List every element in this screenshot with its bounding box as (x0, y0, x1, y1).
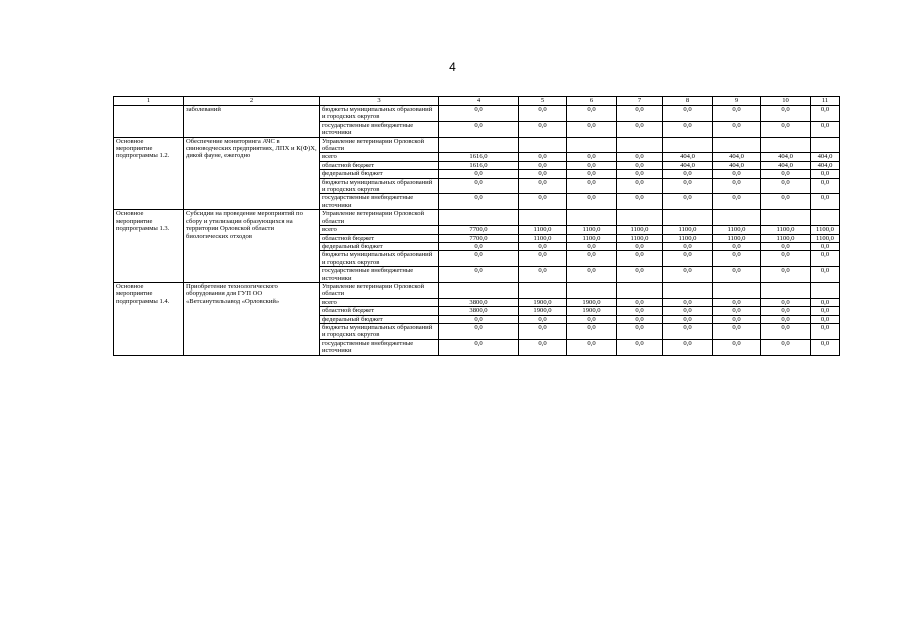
table-row (114, 210, 840, 226)
amount-cell (617, 210, 663, 226)
amount-cell: 0,0 (761, 323, 811, 339)
amount-cell: 404,0 (713, 161, 761, 169)
amount-cell: 0,0 (663, 170, 713, 178)
funding-source-cell: всего (320, 226, 439, 234)
amount-cell: 0,0 (519, 178, 567, 194)
amount-cell: 0,0 (811, 298, 840, 306)
funding-source-cell: государственные внебюджетные источники (320, 267, 439, 283)
amount-cell: 1100,0 (663, 226, 713, 234)
column-header: 7 (617, 97, 663, 106)
event-description-cell: Приобретение технологического оборудования для ГУП ОО «Ветсанутильзавод «Орловский» (184, 282, 320, 355)
amount-cell: 0,0 (761, 242, 811, 250)
funding-source-cell: Управление ветеринарии Орловской области (320, 210, 439, 226)
amount-cell: 0,0 (439, 170, 519, 178)
amount-cell: 0,0 (439, 242, 519, 250)
amount-cell: 0,0 (617, 121, 663, 137)
amount-cell: 1100,0 (811, 234, 840, 242)
amount-cell: 0,0 (439, 267, 519, 283)
amount-cell: 0,0 (617, 267, 663, 283)
funding-source-cell: бюджеты муниципальных образований и городских округов (320, 251, 439, 267)
amount-cell (519, 137, 567, 153)
amount-cell: 0,0 (713, 339, 761, 355)
amount-cell: 0,0 (567, 106, 617, 122)
amount-cell: 0,0 (519, 161, 567, 169)
amount-cell (519, 282, 567, 298)
column-header: 9 (713, 97, 761, 106)
amount-cell: 1100,0 (713, 234, 761, 242)
amount-cell: 0,0 (663, 323, 713, 339)
amount-cell: 0,0 (567, 194, 617, 210)
amount-cell (713, 282, 761, 298)
amount-cell: 0,0 (519, 106, 567, 122)
amount-cell (811, 210, 840, 226)
amount-cell: 0,0 (713, 178, 761, 194)
amount-cell: 0,0 (439, 323, 519, 339)
amount-cell: 0,0 (761, 178, 811, 194)
amount-cell: 0,0 (811, 315, 840, 323)
amount-cell: 0,0 (761, 298, 811, 306)
amount-cell (811, 137, 840, 153)
amount-cell: 0,0 (617, 323, 663, 339)
column-header: 8 (663, 97, 713, 106)
amount-cell: 0,0 (617, 242, 663, 250)
amount-cell: 0,0 (439, 339, 519, 355)
funding-source-cell: всего (320, 153, 439, 161)
amount-cell: 0,0 (663, 339, 713, 355)
amount-cell: 0,0 (567, 267, 617, 283)
amount-cell: 404,0 (761, 161, 811, 169)
amount-cell: 0,0 (519, 251, 567, 267)
amount-cell: 1100,0 (713, 226, 761, 234)
event-type-cell: Основное мероприятие подпрограммы 1.3. (114, 210, 184, 283)
funding-source-cell: бюджеты муниципальных образований и городских округов (320, 178, 439, 194)
column-header: 2 (184, 97, 320, 106)
amount-cell: 0,0 (811, 242, 840, 250)
amount-cell: 0,0 (617, 153, 663, 161)
amount-cell: 0,0 (663, 242, 713, 250)
amount-cell: 0,0 (519, 194, 567, 210)
amount-cell: 0,0 (663, 298, 713, 306)
amount-cell: 0,0 (617, 339, 663, 355)
amount-cell: 0,0 (439, 121, 519, 137)
amount-cell: 0,0 (519, 153, 567, 161)
amount-cell: 0,0 (567, 315, 617, 323)
amount-cell: 0,0 (713, 170, 761, 178)
funding-source-cell: областной бюджет (320, 307, 439, 315)
funding-source-cell: федеральный бюджет (320, 315, 439, 323)
amount-cell: 1900,0 (519, 307, 567, 315)
amount-cell (617, 137, 663, 153)
event-description-cell: Субсидии на проведение мероприятий по сбору и утилизации образующихся на территории Орловской области биологических отходов (184, 210, 320, 283)
amount-cell (713, 210, 761, 226)
amount-cell: 0,0 (617, 194, 663, 210)
column-number-row (114, 97, 840, 106)
amount-cell: 404,0 (811, 161, 840, 169)
amount-cell: 0,0 (439, 315, 519, 323)
amount-cell: 0,0 (567, 251, 617, 267)
amount-cell: 404,0 (761, 153, 811, 161)
column-header: 10 (761, 97, 811, 106)
amount-cell (567, 137, 617, 153)
funding-source-cell: всего (320, 298, 439, 306)
amount-cell: 0,0 (663, 307, 713, 315)
amount-cell: 0,0 (567, 170, 617, 178)
amount-cell: 0,0 (811, 251, 840, 267)
amount-cell: 0,0 (761, 315, 811, 323)
amount-cell: 0,0 (663, 251, 713, 267)
amount-cell (439, 137, 519, 153)
amount-cell: 0,0 (567, 339, 617, 355)
amount-cell: 404,0 (663, 161, 713, 169)
column-header: 3 (320, 97, 439, 106)
amount-cell: 1100,0 (567, 234, 617, 242)
amount-cell (761, 210, 811, 226)
table-row (114, 282, 840, 298)
funding-source-cell: государственные внебюджетные источники (320, 339, 439, 355)
amount-cell: 1900,0 (567, 307, 617, 315)
amount-cell: 0,0 (663, 194, 713, 210)
amount-cell: 0,0 (713, 121, 761, 137)
amount-cell: 404,0 (811, 153, 840, 161)
amount-cell: 0,0 (519, 170, 567, 178)
amount-cell: 7700,0 (439, 234, 519, 242)
amount-cell: 0,0 (761, 106, 811, 122)
amount-cell: 0,0 (761, 339, 811, 355)
event-type-cell (114, 106, 184, 138)
amount-cell: 1900,0 (519, 298, 567, 306)
amount-cell: 0,0 (713, 323, 761, 339)
amount-cell (519, 210, 567, 226)
amount-cell: 0,0 (663, 178, 713, 194)
event-description-cell: заболеваний (184, 106, 320, 138)
amount-cell: 0,0 (811, 323, 840, 339)
amount-cell: 0,0 (567, 121, 617, 137)
amount-cell: 0,0 (439, 194, 519, 210)
amount-cell: 0,0 (617, 161, 663, 169)
amount-cell: 0,0 (519, 242, 567, 250)
amount-cell: 0,0 (761, 307, 811, 315)
event-type-cell: Основное мероприятие подпрограммы 1.2. (114, 137, 184, 210)
column-header: 6 (567, 97, 617, 106)
amount-cell: 0,0 (713, 194, 761, 210)
amount-cell: 0,0 (519, 315, 567, 323)
amount-cell: 1100,0 (567, 226, 617, 234)
table-row (114, 106, 840, 122)
amount-cell: 0,0 (567, 242, 617, 250)
amount-cell: 0,0 (713, 242, 761, 250)
amount-cell: 0,0 (617, 178, 663, 194)
amount-cell: 1100,0 (761, 234, 811, 242)
amount-cell: 0,0 (811, 106, 840, 122)
amount-cell: 0,0 (617, 315, 663, 323)
amount-cell: 0,0 (811, 170, 840, 178)
amount-cell: 3800,0 (439, 298, 519, 306)
amount-cell: 0,0 (617, 298, 663, 306)
amount-cell: 0,0 (713, 106, 761, 122)
budget-table (113, 96, 840, 356)
amount-cell: 0,0 (663, 121, 713, 137)
amount-cell: 0,0 (811, 178, 840, 194)
amount-cell: 0,0 (617, 251, 663, 267)
funding-source-cell: областной бюджет (320, 161, 439, 169)
amount-cell: 0,0 (713, 251, 761, 267)
amount-cell (617, 282, 663, 298)
amount-cell: 0,0 (663, 267, 713, 283)
amount-cell: 0,0 (713, 307, 761, 315)
amount-cell: 1616,0 (439, 161, 519, 169)
event-description-cell: Обеспечение мониторинга АЧС в свиноводческих предприятиях, ЛПХ и К(Ф)Х, дикой фауне, ежегодно (184, 137, 320, 210)
amount-cell: 0,0 (663, 106, 713, 122)
amount-cell: 0,0 (761, 194, 811, 210)
amount-cell: 0,0 (567, 161, 617, 169)
amount-cell: 0,0 (617, 170, 663, 178)
amount-cell: 0,0 (713, 267, 761, 283)
amount-cell: 1100,0 (663, 234, 713, 242)
amount-cell (713, 137, 761, 153)
amount-cell: 0,0 (617, 307, 663, 315)
amount-cell: 1100,0 (761, 226, 811, 234)
funding-source-cell: федеральный бюджет (320, 170, 439, 178)
amount-cell (439, 282, 519, 298)
amount-cell: 404,0 (713, 153, 761, 161)
amount-cell (663, 282, 713, 298)
amount-cell: 0,0 (811, 267, 840, 283)
amount-cell: 1100,0 (617, 226, 663, 234)
amount-cell: 0,0 (713, 298, 761, 306)
amount-cell: 0,0 (713, 315, 761, 323)
amount-cell: 1900,0 (567, 298, 617, 306)
amount-cell (761, 282, 811, 298)
amount-cell: 0,0 (761, 251, 811, 267)
funding-source-cell: бюджеты муниципальных образований и городских округов (320, 323, 439, 339)
amount-cell: 1616,0 (439, 153, 519, 161)
amount-cell: 0,0 (761, 170, 811, 178)
amount-cell (567, 282, 617, 298)
amount-cell (811, 282, 840, 298)
event-type-cell: Основное мероприятие подпрограммы 1.4. (114, 282, 184, 355)
column-header: 5 (519, 97, 567, 106)
amount-cell: 1100,0 (617, 234, 663, 242)
amount-cell (663, 210, 713, 226)
page-number: 4 (449, 60, 456, 74)
amount-cell: 0,0 (439, 106, 519, 122)
table-row (114, 137, 840, 153)
amount-cell (761, 137, 811, 153)
amount-cell: 0,0 (761, 121, 811, 137)
funding-source-cell: федеральный бюджет (320, 242, 439, 250)
amount-cell: 0,0 (519, 323, 567, 339)
amount-cell: 3800,0 (439, 307, 519, 315)
amount-cell: 0,0 (761, 267, 811, 283)
amount-cell: 0,0 (811, 307, 840, 315)
amount-cell: 0,0 (811, 339, 840, 355)
funding-source-cell: государственные внебюджетные источники (320, 194, 439, 210)
amount-cell: 0,0 (519, 339, 567, 355)
amount-cell: 0,0 (439, 178, 519, 194)
funding-source-cell: Управление ветеринарии Орловской области (320, 137, 439, 153)
column-header: 11 (811, 97, 840, 106)
amount-cell: 0,0 (811, 194, 840, 210)
amount-cell: 0,0 (519, 121, 567, 137)
amount-cell: 0,0 (663, 315, 713, 323)
amount-cell (567, 210, 617, 226)
column-header: 4 (439, 97, 519, 106)
funding-source-cell: Управление ветеринарии Орловской области (320, 282, 439, 298)
amount-cell: 0,0 (567, 323, 617, 339)
amount-cell: 0,0 (439, 251, 519, 267)
funding-source-cell: государственные внебюджетные источники (320, 121, 439, 137)
column-header: 1 (114, 97, 184, 106)
amount-cell: 0,0 (617, 106, 663, 122)
amount-cell: 1100,0 (519, 226, 567, 234)
funding-source-cell: бюджеты муниципальных образований и городских округов (320, 106, 439, 122)
amount-cell: 0,0 (567, 178, 617, 194)
amount-cell: 1100,0 (811, 226, 840, 234)
amount-cell: 404,0 (663, 153, 713, 161)
amount-cell (663, 137, 713, 153)
funding-source-cell: областной бюджет (320, 234, 439, 242)
table-body (114, 97, 840, 356)
amount-cell: 1100,0 (519, 234, 567, 242)
amount-cell: 0,0 (519, 267, 567, 283)
amount-cell: 0,0 (567, 153, 617, 161)
amount-cell (439, 210, 519, 226)
amount-cell: 0,0 (811, 121, 840, 137)
amount-cell: 7700,0 (439, 226, 519, 234)
